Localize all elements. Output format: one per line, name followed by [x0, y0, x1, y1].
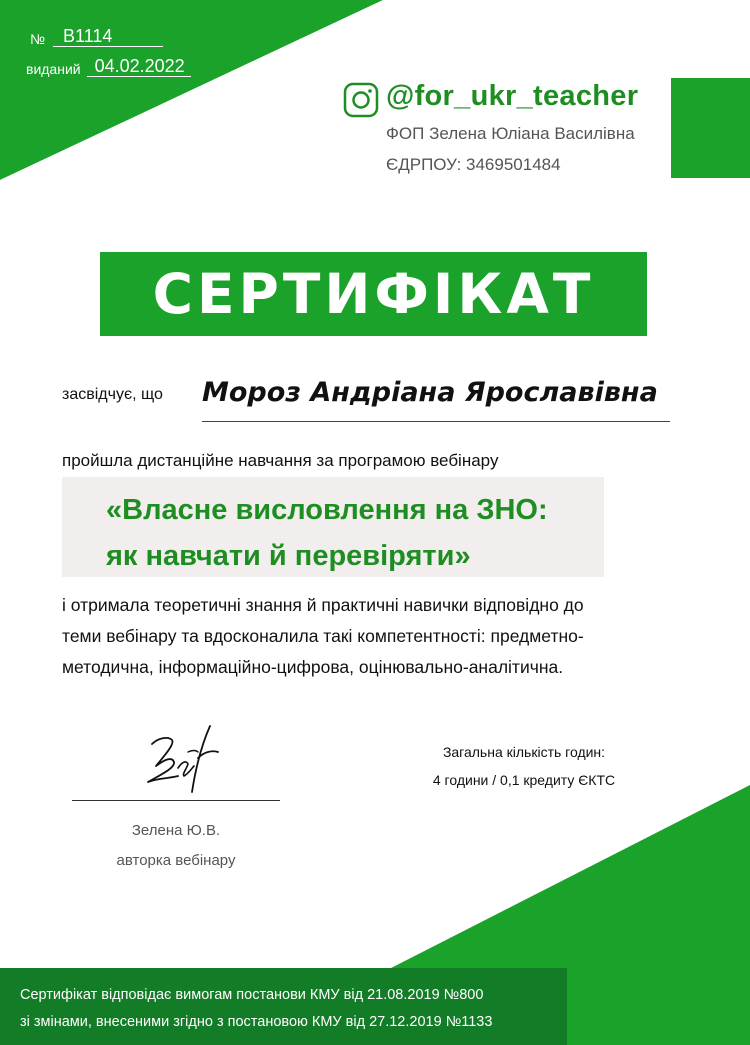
number-label: № [30, 31, 46, 47]
paragraph-line: методична, інформаційно-цифрова, оцінювально-аналітична. [62, 657, 564, 677]
paragraph-line: теми вебінару та вдосконалила такі компетентності: предметно- [62, 626, 584, 646]
author-name: Зелена Ю.В. [131, 822, 221, 839]
footer-line: Сертифікат відповідає вимогам постанови КМУ від 21.08.2019 №800 [20, 987, 484, 1003]
name-underline [202, 421, 670, 422]
certificate-issued [26, 56, 191, 77]
hours-label: Загальна кількість годин: [442, 744, 606, 760]
number-value: B1114 [53, 26, 163, 47]
instagram-icon [343, 82, 379, 118]
paragraph-line: і отримала теоретичні знання й практичні навички відповідно до [62, 595, 584, 615]
title-banner [100, 252, 647, 336]
author-signature [138, 722, 228, 796]
footer-line: зі змінами, внесеними згідно з постановою КМУ від 27.12.2019 №1133 [20, 1014, 493, 1030]
instagram-handle: @for_ukr_teacher [386, 80, 639, 112]
competences-paragraph [62, 590, 712, 683]
certificate-title: СЕРТИФІКАТ [152, 262, 595, 326]
footer-banner [0, 968, 567, 1045]
completed-text: пройшла дистанційне навчання за програмою вебінару [62, 451, 499, 470]
webinar-title [106, 487, 548, 579]
issued-label: виданий [26, 61, 81, 77]
author-role: авторка вебінару [116, 852, 236, 869]
issued-date: 04.02.2022 [87, 56, 191, 77]
webinar-title-line2: як навчати й перевіряти» [106, 540, 471, 572]
certificate-number [30, 26, 163, 47]
issuer-fop: ФОП Зелена Юліана Василівна [386, 124, 635, 143]
certifies-label: засвідчує, що [62, 386, 163, 403]
hours-value: 4 години / 0,1 кредиту ЄКТС [432, 772, 616, 788]
recipient-name: Мороз Андріана Ярославівна [202, 377, 658, 408]
signature-line [72, 800, 280, 801]
webinar-title-line1: «Власне висловлення на ЗНО: [106, 494, 548, 526]
issuer-edrpou: ЄДРПОУ: 3469501484 [386, 155, 561, 174]
right-green-bar [671, 78, 750, 178]
